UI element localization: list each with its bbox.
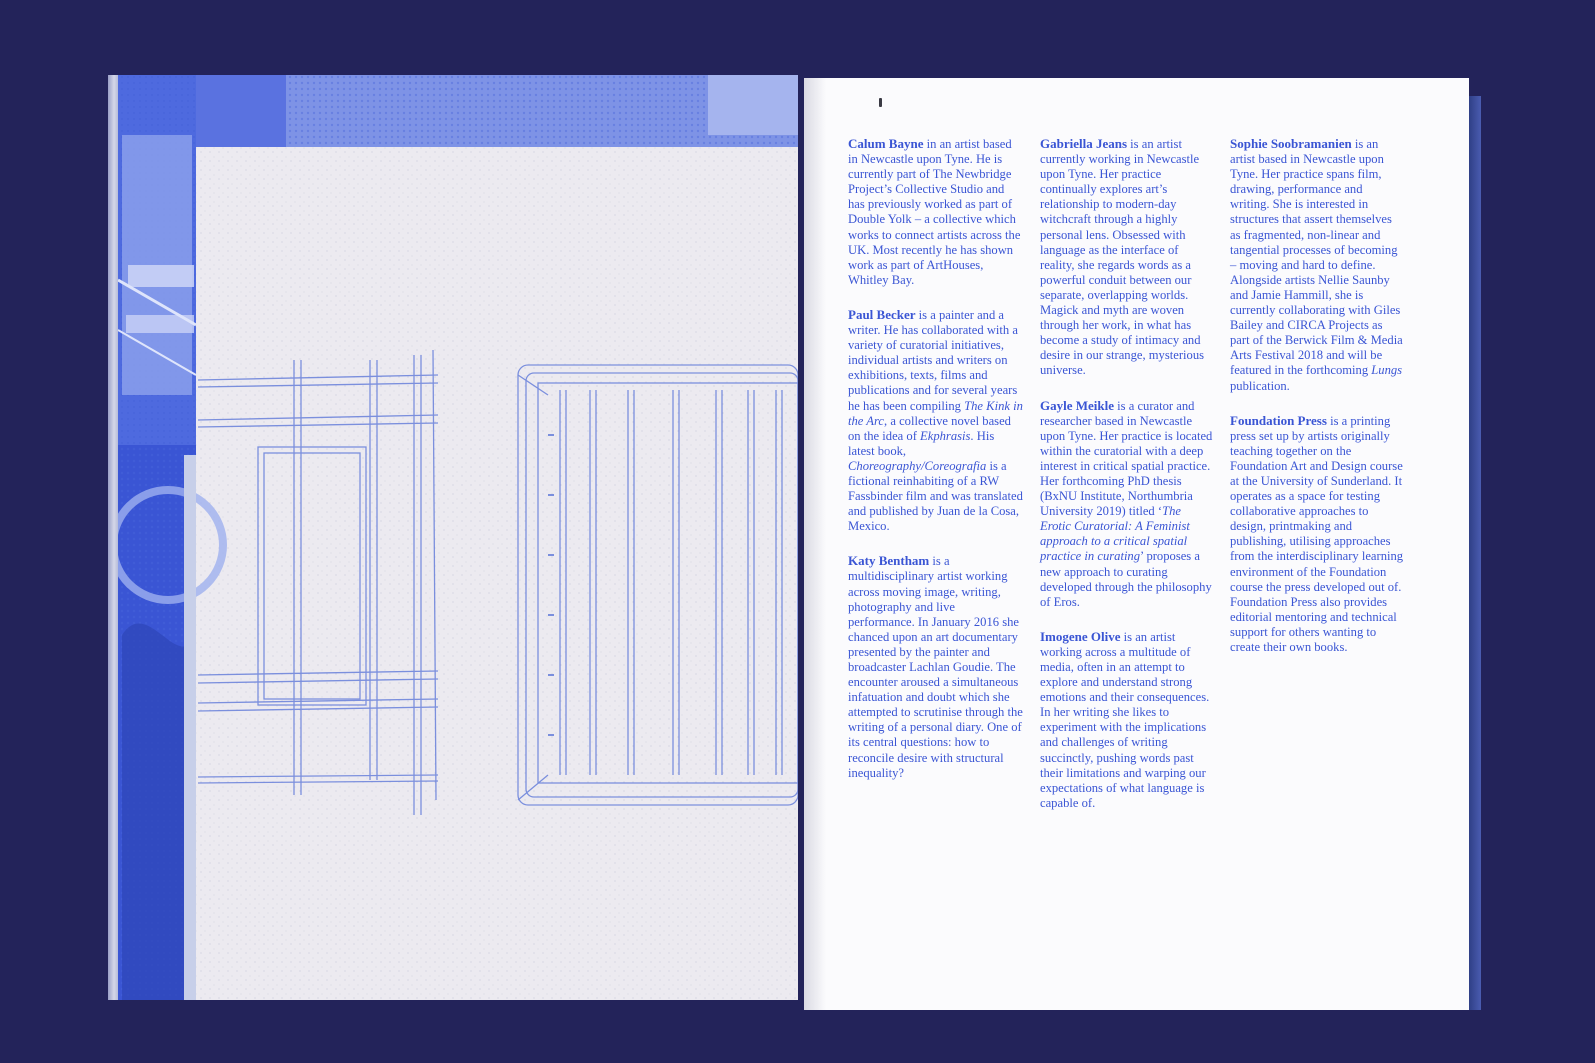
spine-shadow xyxy=(804,78,826,1010)
contributor-name: Foundation Press xyxy=(1230,412,1327,428)
contributor-bio xyxy=(848,136,1023,288)
bio-column-3 xyxy=(1230,136,1405,674)
bio-text: . His latest book, xyxy=(848,428,995,458)
contributor-bio xyxy=(1230,413,1405,656)
print-mark xyxy=(879,98,882,107)
italic-title: Lungs xyxy=(1371,363,1403,378)
bio-text: is an artist working across a multitude of media, often in an attempt to explore and understand strong emotions and their consequences. In her writing she likes to experiment with the implications and challenges of writing succinctly, pushing words past their limitations and warping our expectations of what language is capable of. xyxy=(1040,629,1210,810)
bio-text: , a collective novel based on the idea of xyxy=(848,413,1011,443)
italic-title: The Erotic Curatorial: A Feminist approach to a critical spatial practice in curating xyxy=(1040,504,1190,564)
contributor-name: Calum Bayne xyxy=(848,136,924,151)
contributor-name: Katy Bentham xyxy=(848,553,930,569)
bio-text: is a curator and researcher based in Newcastle upon Tyne. Her practice is located within the curatorial with a deep interest in critical spatial practice. Her forthcoming PhD thesis (BxNU Institute, Northumbria University 2019) titled ‘ xyxy=(1040,398,1213,519)
contributor-bio xyxy=(1040,136,1215,379)
contributor-bio xyxy=(1230,136,1405,394)
right-page-contributors xyxy=(804,78,1469,1010)
contributor-bio xyxy=(1040,629,1215,811)
bio-text: ’ proposes a new approach to curating developed through the philosophy of Eros. xyxy=(1040,549,1212,609)
contributor-name: Sophie Soobramanien xyxy=(1230,136,1352,151)
contributor-name: Imogene Olive xyxy=(1040,628,1121,644)
bio-column-2 xyxy=(1040,136,1215,830)
italic-title: Ekphrasis xyxy=(920,428,971,443)
sketch-illustration xyxy=(108,75,798,1000)
italic-title: Choreography/Coreografia xyxy=(848,458,987,473)
contributor-name: Gayle Meikle xyxy=(1040,397,1115,413)
photo-strip-top xyxy=(196,75,798,147)
bio-text: publication. xyxy=(1230,378,1290,393)
bio-column-1 xyxy=(848,136,1023,800)
contributor-bio xyxy=(1040,398,1215,610)
contributor-bio xyxy=(848,553,1023,780)
bio-text: is a fictional reinhabiting of a RW Fassbinder film and was translated and published by Juan de la Cosa, Mexico. xyxy=(848,458,1023,534)
page-edge xyxy=(108,75,118,1000)
cover-edge xyxy=(1469,96,1481,1010)
italic-title: The Kink in the Arc xyxy=(848,398,1023,428)
bio-text: is a multidisciplinary artist working across moving image, writing, photography and live performance. In January 2016 she chanced upon an art documentary presented by the painter and broadcaster Lachlan Goudie. The encounter aroused a simultaneous infatuation and doubt which she attempted to scrutinise through the writing of a personal diary. One of its central questions: how to reconcile desire with structural inequality? xyxy=(848,554,1023,780)
bio-text: in an artist based in Newcastle upon Tyne. He is currently part of The Newbridge Project’s Collective Studio and has previously worked as part of Double Yolk – a collective which works to connect artists across the UK. Most recently he has shown work as part of ArtHouses, Whitley Bay. xyxy=(848,137,1021,287)
contributor-bio xyxy=(848,307,1023,534)
contributor-name: Paul Becker xyxy=(848,306,916,322)
left-page-illustration xyxy=(108,75,798,1000)
bio-text: is an artist currently working in Newcastle upon Tyne. Her practice continually explores art’s relationship to modern-day witchcraft through a highly personal lens. Obsessed with language as the interface of reality, she regards words as a powerful conduit between our separate, overlapping worlds. Magick and myth are woven through her work, in what has become a study of intimacy and desire in our strange, mysterious universe. xyxy=(1040,137,1205,378)
bio-text: is a painter and a writer. He has collaborated with a variety of curatorial initiatives, individual artists and writers on exhibitions, texts, films and publications and for several years he has been compiling xyxy=(848,307,1018,413)
contributor-name: Gabriella Jeans xyxy=(1040,136,1128,151)
bio-text: is an artist based in Newcastle upon Tyne. Her practice spans film, drawing, performance and writing. She is interested in structures that assert themselves as fragmented, non-linear and tangential processes of becoming – moving and hard to define. Alongside artists Nellie Saunby and Jamie Hammill, she is currently collaborating with Giles Bailey and CIRCA Projects as part of the Berwick Film & Media Arts Festival 2018 and will be featured in the forthcoming xyxy=(1230,137,1403,378)
bio-text: is a printing press set up by artists originally teaching together on the Foundation Art and Design course at the University of Sunderland. It operates as a space for testing collaborative approaches to design, printmaking and publishing, utilising approaches from the interdisciplinary learning environment of the Foundation course the press developed out of. Foundation Press also provides editorial mentoring and technical support for others wanting to create their own books. xyxy=(1230,413,1404,654)
